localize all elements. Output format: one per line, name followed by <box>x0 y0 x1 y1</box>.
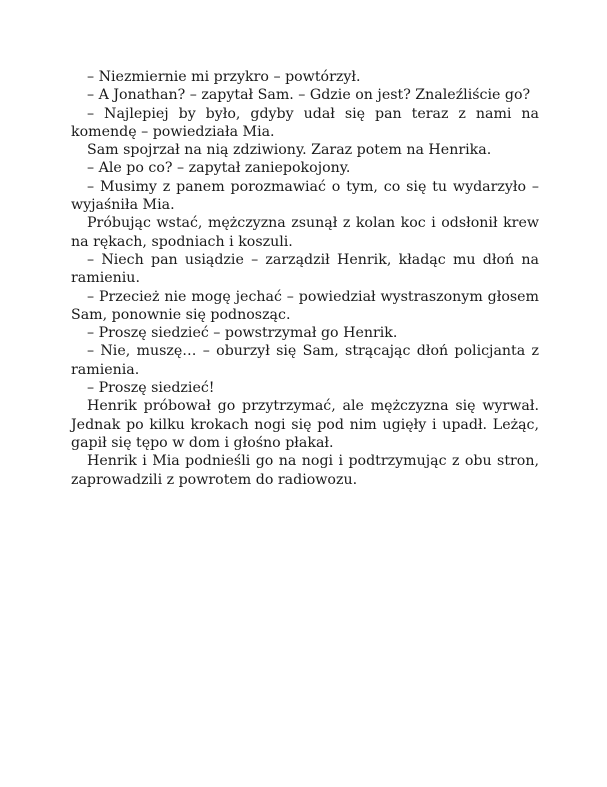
paragraph-8: – Niech pan usiądzie – zarządził Henrik, kładąc mu dłoń na ramieniu. <box>71 251 539 287</box>
paragraph-4: Sam spojrzał na nią zdziwiony. Zaraz potem na Henrika. <box>87 142 492 159</box>
paragraph-2: – A Jonathan? – zapytał Sam. – Gdzie on jest? Znaleźliście go? <box>87 87 531 104</box>
paragraph-6: – Musimy z panem porozmawiać o tym, co się tu wydarzyło – wyjaśniła Mia. <box>71 178 539 214</box>
paragraph-13: Henrik próbował go przytrzymać, ale mężczyzna się wyrwał. Jednak po kilku krokach nogi się pod nim ugięły i upadł. Leżąc, gapił się tępo w dom i głośno płakał. <box>71 398 539 451</box>
paragraph-7: Próbując wstać, mężczyzna zsunął z kolan koc i odsłonił krew na rękach, spodniach i koszuli. <box>71 215 539 250</box>
paragraph-11: – Nie, muszę… – oburzył się Sam, strącając dłoń policjanta z ramienia. <box>71 343 539 378</box>
paragraph-5: – Ale po co? – zapytał zaniepokojony. <box>87 160 351 177</box>
paragraph-9: – Przecież nie mogę jechać – powiedział wystraszonym głosem Sam, ponownie się podnosząc. <box>71 288 539 323</box>
paragraph-10: – Proszę siedzieć – powstrzymał go Henrik. <box>87 325 398 342</box>
body-text <box>71 68 539 489</box>
paragraph-3: – Najlepiej by było, gdyby udał się pan teraz z nami na komendę – powiedziała Mia. <box>71 105 539 140</box>
paragraph-14: Henrik i Mia podnieśli go na nogi i podtrzymując z obu stron, zaprowadzili z powrotem do radiowozu. <box>71 453 539 488</box>
paragraph-1: – Niezmiernie mi przykro – powtórzył. <box>87 69 361 85</box>
paragraph-12: – Proszę siedzieć! <box>87 380 215 397</box>
